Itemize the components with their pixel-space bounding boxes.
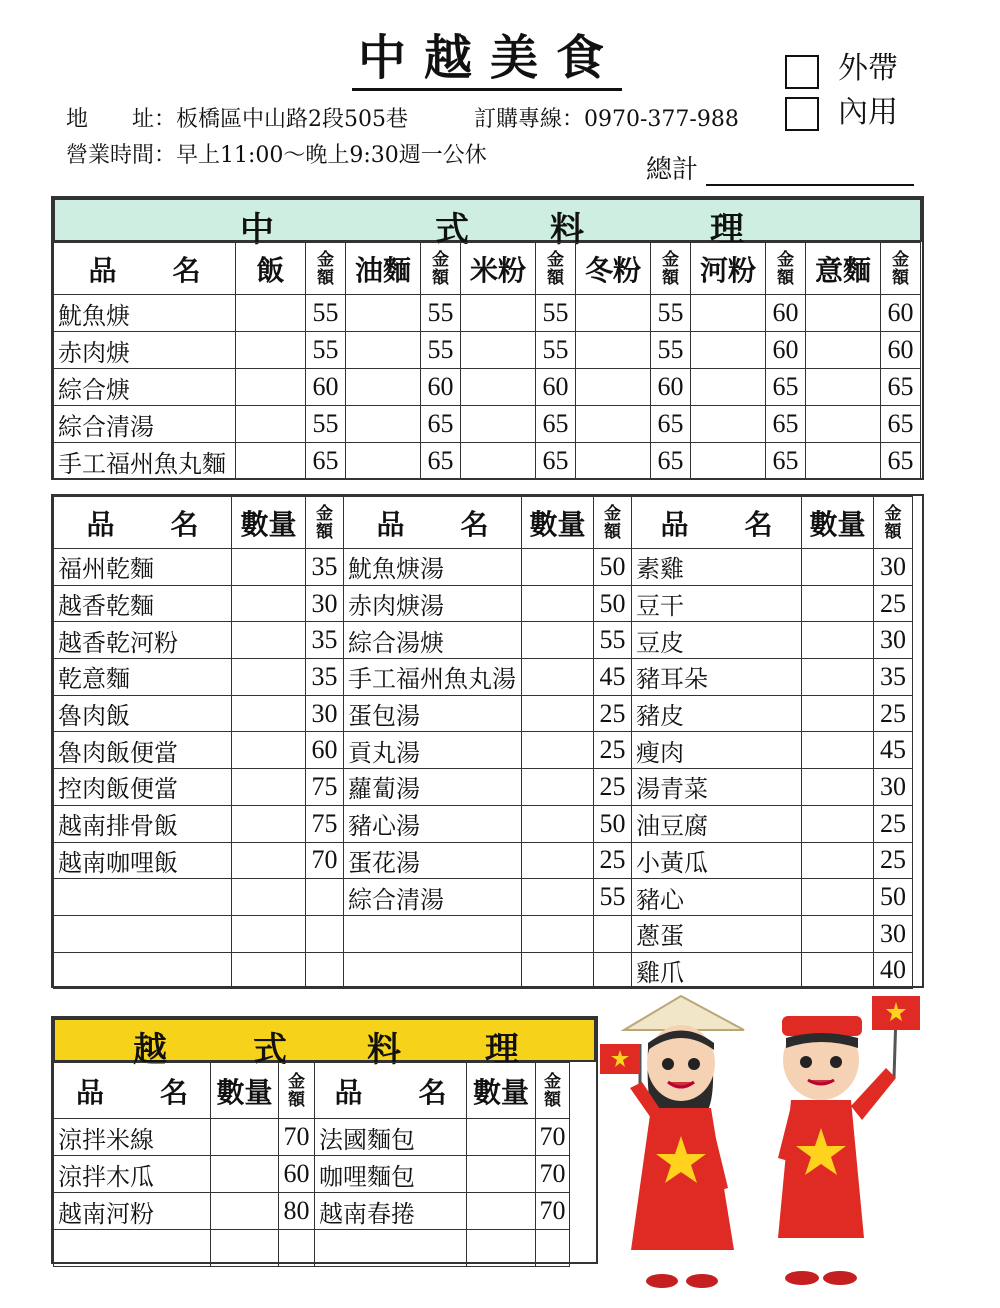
qty-cell[interactable] (211, 1119, 279, 1156)
item-name: 越南咖哩飯 (54, 842, 232, 879)
qty-cell[interactable] (461, 369, 536, 406)
item-name: 貢丸湯 (344, 732, 522, 769)
item-price: 60 (766, 332, 806, 369)
item-price: 25 (594, 732, 632, 769)
qty-cell[interactable] (806, 369, 881, 406)
item-price: 55 (306, 295, 346, 332)
qty-cell[interactable] (806, 443, 881, 480)
item-price: 60 (306, 732, 344, 769)
item-price: 30 (874, 549, 913, 586)
item-price: 55 (651, 332, 691, 369)
col-header-amount: 金 額 (594, 497, 632, 549)
table-row (54, 1230, 570, 1267)
col-header-amount: 金 額 (881, 243, 921, 295)
col-header-vermicelli: 冬粉 (576, 243, 651, 295)
qty-cell[interactable] (236, 443, 306, 480)
item-price: 70 (536, 1193, 570, 1230)
table-row (54, 369, 921, 406)
item-price: 80 (279, 1193, 315, 1230)
table-row (54, 915, 913, 952)
table-row (54, 659, 913, 696)
vietnamese-children-illustration (596, 988, 940, 1293)
item-price: 65 (421, 406, 461, 443)
item-name: 豬皮 (632, 695, 802, 732)
item-name (54, 952, 232, 989)
qty-cell[interactable] (346, 295, 421, 332)
qty-cell[interactable] (806, 332, 881, 369)
col-header-amount: 金 額 (306, 243, 346, 295)
col-header-qty: 數量 (522, 497, 594, 549)
qty-cell[interactable] (576, 369, 651, 406)
item-name: 赤肉焿 (54, 332, 236, 369)
item-price: 70 (279, 1119, 315, 1156)
item-name: 手工福州魚丸麵 (54, 443, 236, 480)
vietnamese-menu-table (53, 1062, 570, 1267)
item-name (344, 952, 522, 989)
item-price: 65 (306, 443, 346, 480)
table-row (54, 695, 913, 732)
qty-cell[interactable] (522, 952, 594, 989)
item-name: 豬心 (632, 879, 802, 916)
item-price: 30 (874, 622, 913, 659)
col-header-amount: 金 額 (536, 243, 576, 295)
item-price: 65 (881, 406, 921, 443)
qty-cell[interactable] (232, 805, 306, 842)
item-price: 50 (594, 549, 632, 586)
table-row (54, 842, 913, 879)
item-name: 豆干 (632, 585, 802, 622)
item-price (306, 915, 344, 952)
col-header-oil-noodle: 油麵 (346, 243, 421, 295)
qty-cell[interactable] (232, 769, 306, 806)
item-name: 乾意麵 (54, 659, 232, 696)
col-header-qty: 數量 (232, 497, 306, 549)
item-price: 25 (874, 842, 913, 879)
item-name: 綜合湯焿 (344, 622, 522, 659)
item-name: 控肉飯便當 (54, 769, 232, 806)
item-name: 小黃瓜 (632, 842, 802, 879)
col-header-name: 品 名 (315, 1063, 467, 1119)
item-name (54, 879, 232, 916)
title-underline (352, 88, 622, 91)
item-price (279, 1230, 315, 1267)
qty-cell[interactable] (522, 842, 594, 879)
item-name: 越南春捲 (315, 1193, 467, 1230)
qty-cell[interactable] (802, 622, 874, 659)
item-price: 30 (306, 695, 344, 732)
restaurant-title: 中越美食 (357, 30, 622, 86)
item-name: 素雞 (632, 549, 802, 586)
item-name: 豬耳朵 (632, 659, 802, 696)
qty-cell[interactable] (232, 622, 306, 659)
qty-cell[interactable] (522, 659, 594, 696)
item-price: 55 (306, 406, 346, 443)
qty-cell[interactable] (232, 732, 306, 769)
banner-char: 中 (240, 210, 274, 250)
item-name (344, 915, 522, 952)
item-name: 綜合焿 (54, 369, 236, 406)
table-row (54, 585, 913, 622)
item-price: 25 (874, 805, 913, 842)
qty-cell[interactable] (461, 332, 536, 369)
col-header-amount: 金 額 (651, 243, 691, 295)
qty-cell[interactable] (802, 915, 874, 952)
item-name: 手工福州魚丸湯 (344, 659, 522, 696)
chinese-menu-table (53, 242, 921, 480)
qty-cell[interactable] (467, 1230, 536, 1267)
table-row (54, 879, 913, 916)
qty-cell[interactable] (522, 915, 594, 952)
item-name: 越香乾河粉 (54, 622, 232, 659)
qty-cell[interactable] (346, 369, 421, 406)
table-row (54, 549, 913, 586)
col-header-yi-mein: 意麵 (806, 243, 881, 295)
phone-text: 訂購專線：0970-377-988 (474, 107, 739, 132)
item-name: 豬心湯 (344, 805, 522, 842)
banner-char: 理 (710, 210, 744, 250)
item-price: 70 (306, 842, 344, 879)
item-name: 油豆腐 (632, 805, 802, 842)
qty-cell[interactable] (802, 952, 874, 989)
item-price: 45 (874, 732, 913, 769)
item-name: 蘿蔔湯 (344, 769, 522, 806)
qty-cell[interactable] (802, 879, 874, 916)
item-price: 55 (594, 622, 632, 659)
item-name (315, 1230, 467, 1267)
qty-cell[interactable] (802, 695, 874, 732)
banner-char: 料 (550, 210, 584, 250)
item-price: 65 (536, 443, 576, 480)
item-name: 福州乾麵 (54, 549, 232, 586)
col-header-name: 品 名 (344, 497, 522, 549)
table-row (54, 732, 913, 769)
col-header-rice: 飯 (236, 243, 306, 295)
item-name: 魯肉飯 (54, 695, 232, 732)
item-price: 60 (536, 369, 576, 406)
vietnamese-table-header (54, 1063, 570, 1119)
item-price: 25 (594, 695, 632, 732)
col-header-rice-noodle: 米粉 (461, 243, 536, 295)
item-price: 40 (874, 952, 913, 989)
chinese-section-banner (53, 198, 922, 250)
qty-cell[interactable] (232, 915, 306, 952)
qty-cell[interactable] (522, 549, 594, 586)
item-price: 25 (874, 585, 913, 622)
single-items-header (54, 497, 913, 549)
item-price: 55 (306, 332, 346, 369)
item-name (54, 915, 232, 952)
table-row (54, 1193, 570, 1230)
item-price: 65 (421, 443, 461, 480)
qty-cell[interactable] (236, 332, 306, 369)
qty-cell[interactable] (522, 732, 594, 769)
col-header-amount: 金 額 (536, 1063, 570, 1119)
qty-cell[interactable] (461, 406, 536, 443)
qty-cell[interactable] (232, 879, 306, 916)
col-header-qty: 數量 (467, 1063, 536, 1119)
qty-cell[interactable] (232, 659, 306, 696)
item-name: 魯肉飯便當 (54, 732, 232, 769)
item-price: 55 (594, 879, 632, 916)
qty-cell[interactable] (461, 443, 536, 480)
qty-cell[interactable] (576, 443, 651, 480)
qty-cell[interactable] (211, 1156, 279, 1193)
col-header-amount: 金 額 (874, 497, 913, 549)
item-price (594, 952, 632, 989)
item-name (54, 1230, 211, 1267)
banner-char: 理 (485, 1030, 519, 1070)
item-price: 60 (279, 1156, 315, 1193)
total-input-line[interactable] (706, 184, 914, 186)
item-price: 35 (306, 622, 344, 659)
qty-cell[interactable] (211, 1230, 279, 1267)
item-price: 55 (651, 295, 691, 332)
item-name: 涼拌木瓜 (54, 1156, 211, 1193)
qty-cell[interactable] (802, 732, 874, 769)
qty-cell[interactable] (802, 805, 874, 842)
col-header-qty: 數量 (802, 497, 874, 549)
item-name: 魷魚焿 (54, 295, 236, 332)
col-header-amount: 金 額 (306, 497, 344, 549)
banner-char: 越 (133, 1030, 167, 1070)
item-price: 35 (306, 549, 344, 586)
qty-cell[interactable] (806, 295, 881, 332)
qty-cell[interactable] (461, 295, 536, 332)
item-name: 魷魚焿湯 (344, 549, 522, 586)
takeout-checkbox[interactable] (785, 55, 819, 89)
qty-cell[interactable] (691, 295, 766, 332)
item-price (306, 879, 344, 916)
item-price (536, 1230, 570, 1267)
item-price: 25 (594, 769, 632, 806)
item-price: 55 (421, 332, 461, 369)
item-name: 蛋包湯 (344, 695, 522, 732)
item-price: 70 (536, 1156, 570, 1193)
dine-in-checkbox[interactable] (785, 97, 819, 131)
qty-cell[interactable] (691, 332, 766, 369)
item-name: 綜合清湯 (54, 406, 236, 443)
col-header-amount: 金 額 (766, 243, 806, 295)
item-price: 60 (881, 295, 921, 332)
qty-cell[interactable] (576, 295, 651, 332)
item-name: 法國麵包 (315, 1119, 467, 1156)
item-price: 25 (594, 842, 632, 879)
dine-in-label: 內用 (838, 95, 898, 130)
table-row (54, 952, 913, 989)
item-price: 55 (536, 332, 576, 369)
qty-cell[interactable] (522, 695, 594, 732)
item-price: 60 (651, 369, 691, 406)
qty-cell[interactable] (802, 585, 874, 622)
table-row (54, 805, 913, 842)
qty-cell[interactable] (691, 443, 766, 480)
qty-cell[interactable] (802, 549, 874, 586)
table-row (54, 769, 913, 806)
item-price: 65 (881, 369, 921, 406)
col-header-amount: 金 額 (421, 243, 461, 295)
item-price: 50 (874, 879, 913, 916)
banner-char: 式 (435, 210, 469, 250)
single-items-table (53, 496, 913, 989)
item-name: 雞爪 (632, 952, 802, 989)
item-name: 蛋花湯 (344, 842, 522, 879)
table-row (54, 1119, 570, 1156)
qty-cell[interactable] (232, 842, 306, 879)
item-name: 湯青菜 (632, 769, 802, 806)
item-price: 65 (766, 443, 806, 480)
qty-cell[interactable] (236, 295, 306, 332)
item-price: 50 (594, 805, 632, 842)
item-name: 涼拌米線 (54, 1119, 211, 1156)
table-row (54, 443, 921, 480)
table-row (54, 1156, 570, 1193)
qty-cell[interactable] (691, 369, 766, 406)
qty-cell[interactable] (232, 549, 306, 586)
qty-cell[interactable] (211, 1193, 279, 1230)
qty-cell[interactable] (522, 805, 594, 842)
item-price: 55 (421, 295, 461, 332)
qty-cell[interactable] (232, 585, 306, 622)
business-hours-text: 營業時間：早上11:00～晚上9:30週一公休 (66, 143, 487, 168)
col-header-name: 品 名 (54, 1063, 211, 1119)
qty-cell[interactable] (802, 659, 874, 696)
item-price: 65 (651, 443, 691, 480)
qty-cell[interactable] (806, 406, 881, 443)
col-header-amount: 金 額 (279, 1063, 315, 1119)
table-row (54, 622, 913, 659)
item-name: 越南河粉 (54, 1193, 211, 1230)
qty-cell[interactable] (467, 1119, 536, 1156)
item-price: 50 (594, 585, 632, 622)
item-price: 60 (306, 369, 346, 406)
col-header-name: 品 名 (54, 243, 236, 295)
item-price: 65 (766, 369, 806, 406)
address-text: 地 址：板橋區中山路2段505巷 (66, 107, 408, 132)
item-name: 綜合清湯 (344, 879, 522, 916)
item-price: 55 (536, 295, 576, 332)
item-price: 65 (766, 406, 806, 443)
qty-cell[interactable] (522, 622, 594, 659)
item-name: 越香乾麵 (54, 585, 232, 622)
vietnam-flag-icon (872, 996, 920, 1078)
table-row (54, 295, 921, 332)
item-name: 赤肉焿湯 (344, 585, 522, 622)
qty-cell[interactable] (691, 406, 766, 443)
qty-cell[interactable] (236, 369, 306, 406)
item-price (594, 915, 632, 952)
qty-cell[interactable] (236, 406, 306, 443)
item-price: 45 (594, 659, 632, 696)
item-name: 咖哩麵包 (315, 1156, 467, 1193)
item-price: 65 (651, 406, 691, 443)
col-header-name: 品 名 (54, 497, 232, 549)
table-row (54, 332, 921, 369)
qty-cell[interactable] (346, 406, 421, 443)
item-price: 60 (881, 332, 921, 369)
qty-cell[interactable] (522, 585, 594, 622)
item-price: 75 (306, 805, 344, 842)
total-label: 總計 (646, 155, 699, 185)
banner-char: 式 (253, 1030, 287, 1070)
qty-cell[interactable] (522, 879, 594, 916)
item-price: 35 (306, 659, 344, 696)
qty-cell[interactable] (802, 769, 874, 806)
qty-cell[interactable] (467, 1156, 536, 1193)
banner-char: 料 (367, 1030, 401, 1070)
item-price: 60 (766, 295, 806, 332)
item-name: 瘦肉 (632, 732, 802, 769)
qty-cell[interactable] (232, 952, 306, 989)
girl-figure (624, 996, 744, 1288)
item-price: 70 (536, 1119, 570, 1156)
item-price: 30 (874, 915, 913, 952)
takeout-label: 外帶 (838, 51, 898, 86)
item-price: 30 (306, 585, 344, 622)
col-header-flat-noodle: 河粉 (691, 243, 766, 295)
item-price: 35 (874, 659, 913, 696)
qty-cell[interactable] (802, 842, 874, 879)
col-header-name: 品 名 (632, 497, 802, 549)
vietnamese-section-banner (53, 1018, 596, 1070)
chinese-table-header (54, 243, 921, 295)
item-price: 65 (536, 406, 576, 443)
qty-cell[interactable] (346, 332, 421, 369)
qty-cell[interactable] (467, 1193, 536, 1230)
item-price: 65 (881, 443, 921, 480)
item-name: 蔥蛋 (632, 915, 802, 952)
qty-cell[interactable] (576, 406, 651, 443)
item-price: 30 (874, 769, 913, 806)
qty-cell[interactable] (576, 332, 651, 369)
item-price: 75 (306, 769, 344, 806)
table-row (54, 406, 921, 443)
qty-cell[interactable] (346, 443, 421, 480)
item-price (306, 952, 344, 989)
qty-cell[interactable] (232, 695, 306, 732)
item-price: 60 (421, 369, 461, 406)
item-price: 25 (874, 695, 913, 732)
col-header-qty: 數量 (211, 1063, 279, 1119)
qty-cell[interactable] (522, 769, 594, 806)
boy-figure (778, 1016, 896, 1285)
item-name: 越南排骨飯 (54, 805, 232, 842)
item-name: 豆皮 (632, 622, 802, 659)
